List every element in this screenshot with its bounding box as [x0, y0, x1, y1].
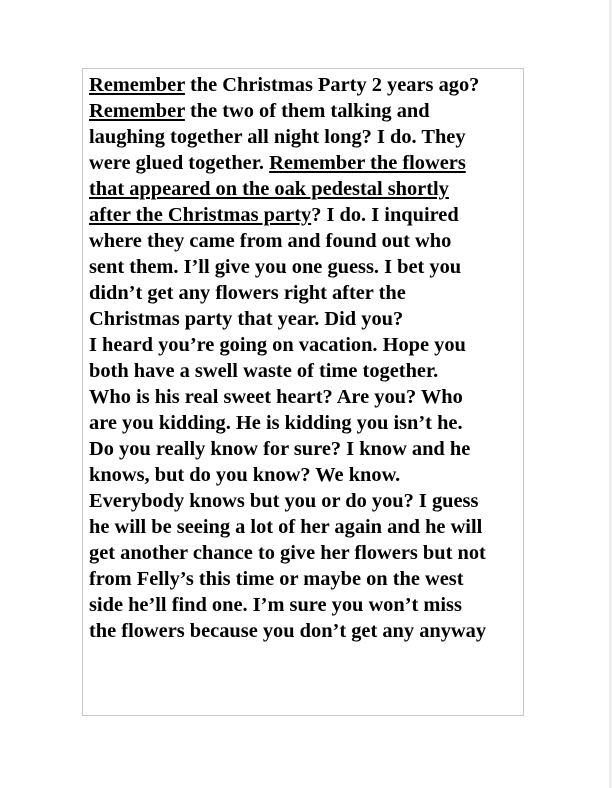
letter-line-18: [89, 514, 529, 540]
letter-line-20: [89, 566, 529, 592]
letter-line-3: [89, 124, 529, 150]
underlined-phrase: Remember the flowers: [269, 152, 466, 174]
line-text: where they came from and found out who: [89, 230, 452, 252]
letter-body: [89, 72, 529, 644]
letter-line-15: [89, 436, 529, 462]
letter-line-12: [89, 358, 529, 384]
letter-line-22: [89, 618, 529, 644]
line-text: were glued together.: [89, 152, 270, 174]
line-text: I heard you’re going on vacation. Hope you: [89, 334, 466, 356]
letter-line-8: [89, 254, 529, 280]
letter-text-box: [82, 68, 524, 716]
underlined-phrase: Remember: [89, 100, 185, 122]
line-text: Everybody knows but you or do you? I guess: [89, 490, 479, 512]
letter-line-19: [89, 540, 529, 566]
letter-line-10: [89, 306, 529, 332]
line-text: Christmas party that year. Did you?: [89, 308, 404, 330]
line-text: knows, but do you know? We know.: [89, 464, 401, 486]
letter-line-9: [89, 280, 529, 306]
line-text: are you kidding. He is kidding you isn’t he.: [89, 412, 463, 434]
line-text: side he’ll find one. I’m sure you won’t miss: [89, 594, 462, 616]
line-text: get another chance to give her flowers but not: [89, 542, 486, 564]
letter-line-7: [89, 228, 529, 254]
letter-line-21: [89, 592, 529, 618]
letter-line-5: [89, 176, 529, 202]
underlined-phrase: after the Christmas party: [89, 204, 312, 226]
letter-line-17: [89, 488, 529, 514]
letter-line-11: [89, 332, 529, 358]
letter-line-13: [89, 384, 529, 410]
line-text: sent them. I’ll give you one guess. I bet you: [89, 256, 462, 278]
line-text: from Felly’s this time or maybe on the west: [89, 568, 464, 590]
line-text: Do you really know for sure? I know and he: [89, 438, 471, 460]
line-text: Who is his real sweet heart? Are you? Who: [89, 386, 463, 408]
line-text: the Christmas Party 2 years ago?: [184, 74, 480, 96]
letter-line-4: [89, 150, 529, 176]
line-text: the flowers because you don’t get any anyway: [89, 620, 487, 642]
line-text: didn’t get any flowers right after the: [89, 282, 406, 304]
underlined-phrase: that appeared on the oak pedestal shortly: [89, 178, 449, 200]
line-text: laughing together all night long? I do. They: [89, 126, 466, 148]
letter-line-2: [89, 98, 529, 124]
line-text: both have a swell waste of time together.: [89, 360, 439, 382]
letter-line-6: [89, 202, 529, 228]
line-text: ? I do. I inquired: [311, 204, 459, 226]
underlined-phrase: Remember: [89, 74, 185, 96]
letter-line-1: [89, 72, 529, 98]
letter-line-14: [89, 410, 529, 436]
letter-line-16: [89, 462, 529, 488]
line-text: he will be seeing a lot of her again and he will: [89, 516, 483, 538]
line-text: the two of them talking and: [184, 100, 430, 122]
